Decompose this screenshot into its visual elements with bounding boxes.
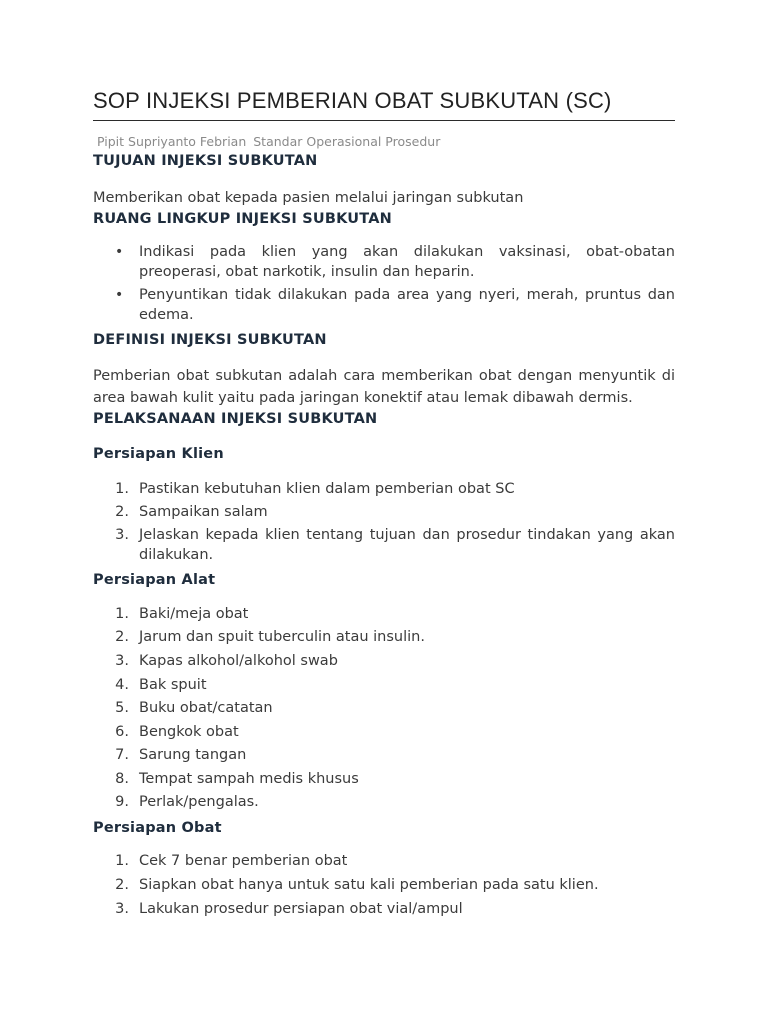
document-title: SOP INJEKSI PEMBERIAN OBAT SUBKUTAN (SC)	[93, 88, 612, 113]
list-number: 6.	[115, 724, 129, 740]
list-number: 4.	[115, 677, 129, 693]
list-item	[93, 745, 675, 765]
list-item-text: Lakukan prosedur persiapan obat vial/ampul	[139, 901, 463, 917]
list-item-text: Kapas alkohol/alkohol swab	[139, 653, 338, 669]
list-item-text: Bengkok obat	[139, 724, 239, 740]
list-item	[93, 651, 675, 671]
list-item	[93, 875, 675, 895]
list-item	[93, 604, 675, 624]
list-number: 1.	[115, 853, 129, 869]
list-item-text: Tempat sampah medis khusus	[139, 771, 359, 787]
subheading-persiapan-obat: Persiapan Obat	[93, 820, 222, 836]
list-number: 3.	[115, 901, 129, 917]
heading-definisi: DEFINISI INJEKSI SUBKUTAN	[93, 332, 327, 348]
paragraph-tujuan: Memberikan obat kepada pasien melalui jaringan subkutan	[93, 190, 524, 206]
list-number: 3.	[115, 653, 129, 669]
author-name[interactable]: Pipit Supriyanto Febrian	[97, 134, 247, 149]
list-item-text: Sarung tangan	[139, 747, 247, 763]
list-item-text: Buku obat/catatan	[139, 700, 273, 716]
list-item-text: Penyuntikan tidak dilakukan pada area yang nyeri, merah, pruntus dan edema.	[139, 287, 675, 323]
list-item	[93, 502, 675, 522]
list-number: 2.	[115, 629, 129, 645]
list-item	[93, 698, 675, 718]
list-item	[93, 675, 675, 695]
list-number: 3.	[115, 527, 129, 543]
list-number: 2.	[115, 877, 129, 893]
list-number: 9.	[115, 794, 129, 810]
list-item-text: Jelaskan kepada klien tentang tujuan dan prosedur tindakan yang akan dilakukan.	[139, 527, 675, 563]
list-item-text: Indikasi pada klien yang akan dilakukan vaksinasi, obat-obatan preoperasi, obat narkotik, insulin dan heparin.	[139, 244, 675, 280]
list-item	[93, 242, 675, 282]
list-number: 2.	[115, 504, 129, 520]
list-item-text: Pastikan kebutuhan klien dalam pemberian obat SC	[139, 481, 515, 497]
list-number: 1.	[115, 481, 129, 497]
list-item	[93, 792, 675, 812]
heading-ruang-lingkup: RUANG LINGKUP INJEKSI SUBKUTAN	[93, 211, 393, 227]
heading-pelaksanaan: PELAKSANAAN INJEKSI SUBKUTAN	[93, 411, 378, 427]
list-item-text: Baki/meja obat	[139, 606, 249, 622]
title-divider	[93, 120, 675, 121]
subheading-persiapan-klien: Persiapan Klien	[93, 446, 224, 462]
list-item-text: Cek 7 benar pemberian obat	[139, 853, 348, 869]
list-item-text: Siapkan obat hanya untuk satu kali pemberian pada satu klien.	[139, 877, 599, 893]
document-page	[93, 0, 675, 1024]
list-item	[93, 899, 675, 919]
list-item	[93, 722, 675, 742]
list-number: 8.	[115, 771, 129, 787]
list-number: 7.	[115, 747, 129, 763]
list-item	[93, 479, 675, 499]
list-item	[93, 851, 675, 871]
heading-tujuan: TUJUAN INJEKSI SUBKUTAN	[93, 153, 318, 169]
list-item-text: Bak spuit	[139, 677, 207, 693]
list-item-text: Jarum dan spuit tuberculin atau insulin.	[139, 629, 425, 645]
bullet-marker: •	[115, 287, 124, 303]
list-item	[93, 525, 675, 565]
subheading-persiapan-alat: Persiapan Alat	[93, 572, 216, 588]
list-number: 1.	[115, 606, 129, 622]
list-item-text: Perlak/pengalas.	[139, 794, 259, 810]
document-category[interactable]: Standar Operasional Prosedur	[253, 134, 441, 149]
list-item-text: Sampaikan salam	[139, 504, 268, 520]
list-item	[93, 627, 675, 647]
list-item	[93, 285, 675, 325]
list-number: 5.	[115, 700, 129, 716]
document-meta	[97, 134, 440, 149]
paragraph-definisi: Pemberian obat subkutan adalah cara memberikan obat dengan menyuntik di area bawah kulit yaitu pada jaringan konektif atau lemak dibawah dermis.	[93, 368, 675, 406]
bullet-marker: •	[115, 244, 124, 260]
list-item	[93, 769, 675, 789]
